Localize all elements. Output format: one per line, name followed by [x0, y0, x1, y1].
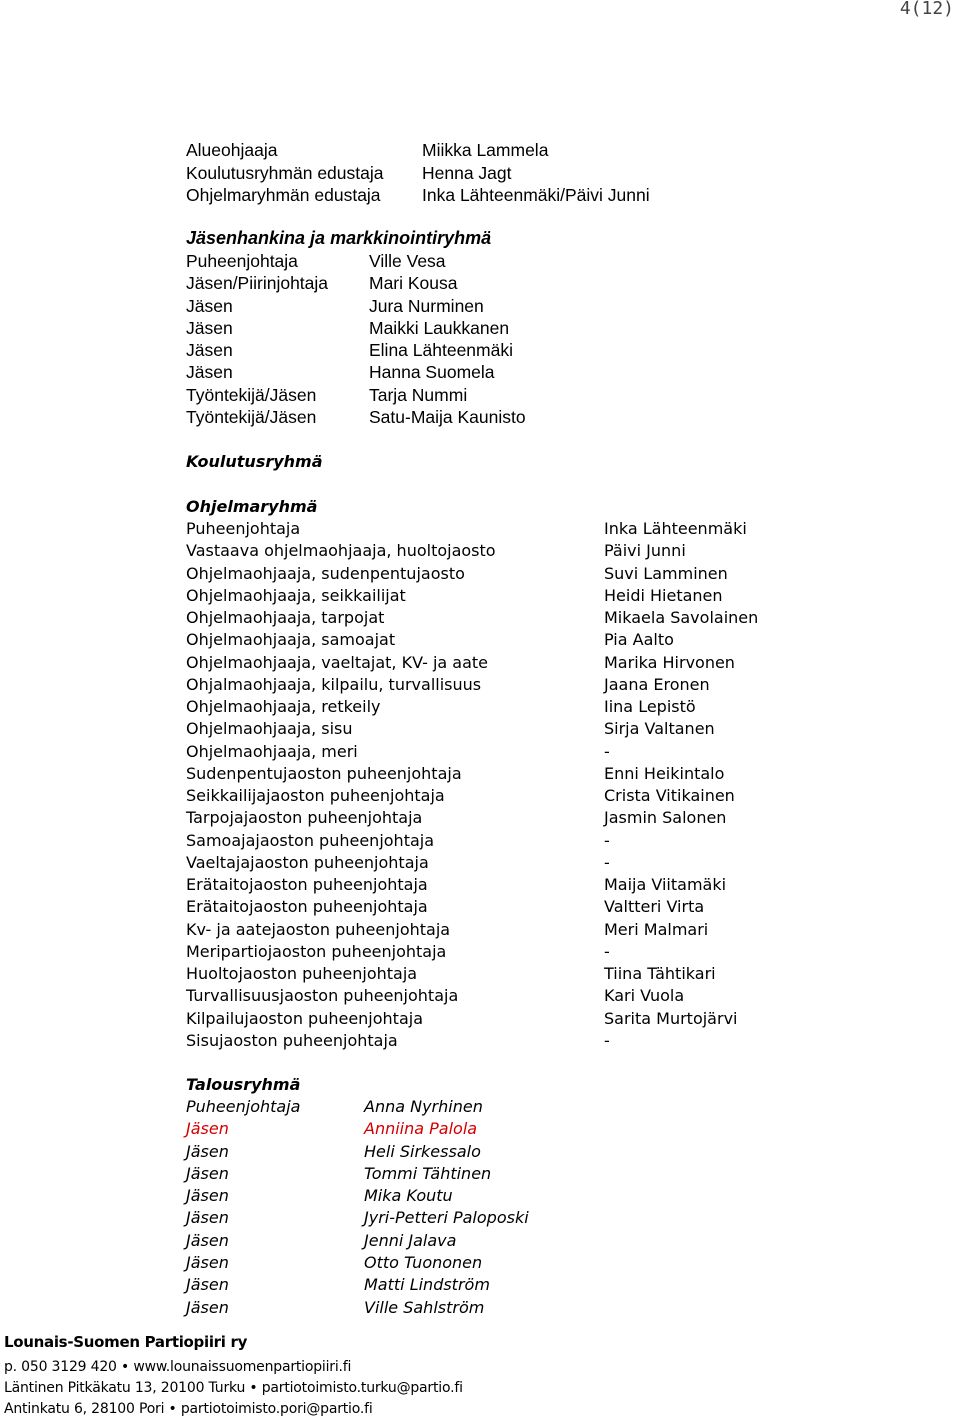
role-label: Ohjelmaryhmän edustaja — [186, 185, 381, 205]
person-name: Heidi Hietanen — [604, 585, 723, 605]
role-label: Jäsen — [186, 1297, 229, 1317]
person-name: Inka Lähteenmäki/Päivi Junni — [422, 185, 650, 205]
person-name: Valtteri Virta — [604, 897, 705, 917]
list-item — [186, 920, 786, 942]
list-item — [186, 407, 786, 429]
role-label: Vastaava ohjelmaohjaaja, huoltojaosto — [186, 541, 496, 561]
person-name: Kari Vuola — [604, 986, 685, 1006]
role-label: Tarpojajaoston puheenjohtaja — [186, 808, 423, 828]
list-item — [186, 1142, 786, 1164]
role-label: Kv- ja aatejaoston puheenjohtaja — [186, 919, 451, 939]
role-label: Ohjelmaohjaaja, sudenpentujaosto — [186, 563, 465, 583]
list-item — [186, 831, 786, 853]
list-item — [186, 273, 786, 295]
person-name: Pia Aalto — [604, 630, 674, 650]
footer-org-name: Lounais-Suomen Partiopiiri ry — [4, 1333, 248, 1351]
list-item — [186, 608, 786, 630]
list-item-highlighted — [186, 1119, 786, 1141]
role-label: Jäsen — [186, 1186, 229, 1206]
person-name: Jasmin Salonen — [604, 808, 727, 828]
list-item — [186, 564, 786, 586]
role-label: Huoltojaoston puheenjohtaja — [186, 964, 418, 983]
list-item — [186, 786, 786, 808]
list-item — [186, 519, 786, 541]
person-name: Inka Lähteenmäki — [604, 519, 747, 538]
training-heading: Koulutusryhmä — [186, 452, 323, 471]
role-label: Samoajajaoston puheenjohtaja — [186, 830, 435, 850]
person-name: Jura Nurminen — [369, 295, 484, 316]
list-item — [186, 1031, 786, 1053]
person-name: Maikki Laukkanen — [369, 317, 510, 338]
person-name: Heli Sirkessalo — [364, 1141, 481, 1161]
list-item — [186, 719, 786, 741]
person-name: - — [604, 830, 610, 850]
role-label: Jäsen — [186, 1119, 229, 1139]
list-item — [186, 1253, 786, 1275]
role-label: Ohjelmaohjaaja, meri — [186, 741, 358, 761]
list-item — [186, 875, 786, 897]
list-item — [186, 1009, 786, 1031]
person-name: Jyri-Petteri Paloposki — [364, 1208, 529, 1228]
list-item — [186, 986, 786, 1008]
role-label: Jäsen — [186, 1208, 229, 1228]
person-name: Crista Vitikainen — [604, 786, 735, 805]
role-label: Jäsen — [186, 1163, 229, 1183]
person-name: Enni Heikintalo — [604, 763, 725, 783]
finance-heading: Talousryhmä — [186, 1075, 301, 1094]
role-label: Jäsen — [186, 1275, 229, 1295]
person-name: - — [604, 852, 610, 872]
list-item — [186, 1186, 786, 1208]
person-name: Ville Vesa — [369, 251, 446, 271]
role-label: Ohjalmaohjaaja, kilpailu, turvallisuus — [186, 674, 482, 694]
list-item — [186, 942, 786, 964]
person-name: Sirja Valtanen — [604, 719, 715, 739]
person-name: Marika Hirvonen — [604, 652, 735, 672]
role-label: Jäsen — [186, 317, 233, 338]
role-label: Puheenjohtaja — [186, 1097, 301, 1116]
person-name: - — [604, 1030, 610, 1050]
person-name: Meri Malmari — [604, 919, 709, 939]
list-item — [186, 251, 786, 273]
role-label: Ohjelmaohjaaja, retkeily — [186, 697, 381, 716]
person-name: Tommi Tähtinen — [364, 1163, 492, 1183]
program-list — [186, 519, 786, 1053]
top-row — [186, 163, 786, 186]
footer-pori-address: Antinkatu 6, 28100 Pori • partiotoimisto.pori@partio.fi — [4, 1401, 373, 1417]
list-item — [186, 1275, 786, 1297]
person-name: Päivi Junni — [604, 541, 686, 561]
role-label: Jäsen — [186, 1141, 229, 1161]
role-label: Puheenjohtaja — [186, 251, 298, 271]
person-name: Suvi Lamminen — [604, 563, 728, 583]
list-item — [186, 630, 786, 652]
role-label: Ohjelmaohjaaja, tarpojat — [186, 608, 385, 627]
person-name: Sarita Murtojärvi — [604, 1008, 738, 1028]
list-item — [186, 964, 786, 986]
role-label: Jäsen/Piirinjohtaja — [186, 273, 329, 294]
role-label: Jäsen — [186, 1230, 229, 1250]
list-item — [186, 1208, 786, 1230]
person-name: Miikka Lammela — [422, 140, 549, 160]
footer-contact-line: p. 050 3129 420 • www.lounaissuomenpartiopiiri.fi — [4, 1359, 352, 1375]
role-label: Jäsen — [186, 1253, 229, 1273]
person-name: Iina Lepistö — [604, 697, 696, 716]
person-name: Otto Tuononen — [364, 1253, 483, 1273]
person-name: Jenni Jalava — [364, 1230, 457, 1250]
list-item — [186, 675, 786, 697]
top-row — [186, 185, 786, 208]
marketing-heading: Jäsenhankina ja markkinointiryhmä — [186, 228, 492, 248]
role-label: Ohjelmaohjaaja, sisu — [186, 719, 353, 739]
finance-list — [186, 1097, 786, 1320]
role-label: Jäsen — [186, 295, 233, 316]
list-item — [186, 764, 786, 786]
role-label: Erätaitojaoston puheenjohtaja — [186, 897, 428, 917]
person-name: Ville Sahlström — [364, 1297, 485, 1317]
list-item — [186, 1164, 786, 1186]
list-item — [186, 897, 786, 919]
role-label: Meripartiojaoston puheenjohtaja — [186, 941, 447, 961]
role-label: Ohjelmaohjaaja, samoajat — [186, 630, 396, 650]
list-item — [186, 1298, 786, 1320]
list-item — [186, 318, 786, 340]
role-label: Vaeltajajaoston puheenjohtaja — [186, 852, 429, 872]
role-label: Jäsen — [186, 362, 233, 383]
person-name: Hanna Suomela — [369, 362, 495, 383]
role-label: Seikkailijajaoston puheenjohtaja — [186, 786, 445, 805]
list-item — [186, 653, 786, 675]
person-name: - — [604, 741, 610, 761]
role-label: Ohjelmaohjaaja, vaeltajat, KV- ja aate — [186, 652, 489, 672]
person-name: Mikaela Savolainen — [604, 608, 759, 627]
person-name: Tiina Tähtikari — [604, 964, 716, 983]
page-number: 4(12) — [899, 0, 954, 19]
role-label: Alueohjaaja — [186, 140, 278, 160]
person-name: Satu-Maija Kaunisto — [369, 407, 526, 428]
role-label: Jäsen — [186, 340, 233, 361]
list-item — [186, 742, 786, 764]
role-label: Sisujaoston puheenjohtaja — [186, 1030, 398, 1050]
list-item — [186, 296, 786, 318]
list-item — [186, 697, 786, 719]
role-label: Koulutusryhmän edustaja — [186, 162, 384, 183]
role-label: Sudenpentujaoston puheenjohtaja — [186, 763, 462, 783]
person-name: Mari Kousa — [369, 273, 458, 294]
person-name: Anna Nyrhinen — [364, 1097, 483, 1116]
marketing-list — [186, 251, 786, 429]
role-label: Erätaitojaoston puheenjohtaja — [186, 875, 428, 894]
role-label: Työntekijä/Jäsen — [186, 407, 317, 428]
person-name: Mika Koutu — [364, 1186, 453, 1206]
list-item — [186, 586, 786, 608]
program-heading: Ohjelmaryhmä — [186, 497, 318, 516]
person-name: Matti Lindström — [364, 1275, 490, 1295]
list-item — [186, 1097, 786, 1119]
footer-turku-address: Läntinen Pitkäkatu 13, 20100 Turku • partiotoimisto.turku@partio.fi — [4, 1380, 463, 1396]
person-name: Jaana Eronen — [604, 674, 710, 694]
person-name: Anniina Palola — [364, 1119, 478, 1139]
role-label: Työntekijä/Jäsen — [186, 384, 317, 405]
list-item — [186, 385, 786, 407]
role-label: Turvallisuusjaoston puheenjohtaja — [186, 986, 459, 1006]
list-item — [186, 340, 786, 362]
person-name: Henna Jagt — [422, 162, 512, 183]
list-item — [186, 362, 786, 384]
person-name: Elina Lähteenmäki — [369, 340, 513, 361]
person-name: Maija Viitamäki — [604, 875, 727, 894]
list-item — [186, 1231, 786, 1253]
role-label: Ohjelmaohjaaja, seikkailijat — [186, 585, 406, 605]
person-name: Tarja Nummi — [369, 384, 468, 405]
list-item — [186, 808, 786, 830]
person-name: - — [604, 941, 610, 961]
list-item — [186, 541, 786, 563]
list-item — [186, 853, 786, 875]
role-label: Puheenjohtaja — [186, 519, 301, 538]
role-label: Kilpailujaoston puheenjohtaja — [186, 1008, 424, 1028]
top-block — [186, 140, 786, 208]
top-row — [186, 140, 786, 163]
